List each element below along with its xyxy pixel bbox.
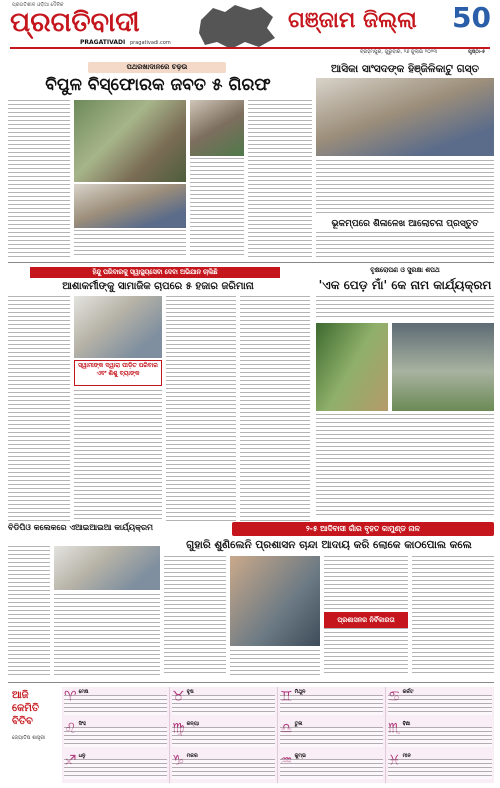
section-divider: [8, 262, 494, 263]
story6-body-col2: [230, 650, 320, 676]
story7-body-col1: [8, 546, 50, 676]
story6-photo: [230, 556, 320, 646]
section-title: ଗଞ୍ଜାମ ଜିଲ୍ଲା: [288, 8, 417, 33]
story1-body-col4: [248, 100, 312, 257]
sign-name: କନ୍ୟା: [186, 721, 199, 727]
story6-kicker: ୨-୫ ଆଦିବାସୀ ଗାଁର ବୃହତ କାମୁଣ୍ଡ ନାଳ: [232, 522, 494, 536]
story6-body-col1: [164, 556, 226, 676]
story3-body: [316, 232, 494, 258]
story1-body-col1: [8, 100, 70, 257]
anniversary-logo: 50: [452, 1, 491, 34]
horoscope-sign: [386, 687, 494, 719]
horoscope-sign: [386, 719, 494, 751]
date-line: ବ୍ରହ୍ମପୁର, ଗୁରୁବାର, ୨୬ ଜୁଲାଇ ୨୦୨୩: [360, 49, 438, 55]
masthead: [0, 0, 500, 56]
horoscope-sign: [62, 687, 170, 719]
story7-photo: [54, 546, 160, 590]
horoscope-sign: [170, 719, 278, 751]
masthead-logo-en: PRAGATIVADI: [80, 39, 126, 46]
horoscope-byline: ଜ୍ୟୋତିଷ ଶାସ୍ତ୍ରୀ: [12, 735, 46, 741]
sign-name: ମିଥୁନ: [294, 689, 306, 695]
story5-photo1: [316, 323, 388, 411]
story1-photo2: [74, 184, 186, 228]
sign-name: କୁମ୍ଭ: [294, 753, 306, 759]
story4-box: ସ୍ୱାମୀଙ୍କ ଦ୍ୱାରା ପୀଡ଼ିତ ପରିବାର ଏବଂ ଶିଶୁ ବ୍ୟାଙ୍କ: [74, 360, 162, 386]
story7-headline: ବିଡିପିଓ କଲେକରେ ଏଆଇଆଇଆ କାର୍ଯ୍ୟକ୍ରମ: [8, 523, 154, 532]
horoscope-sign: [278, 751, 386, 783]
horoscope-title: ଆଜି କେମିତି ବିତିବ: [12, 690, 40, 727]
sign-name: ଧନୁ: [78, 753, 86, 759]
story5-kicker-visible: ବୃକ୍ଷରୋପଣ ଓ ସୁରକ୍ଷା ଶପଥ: [370, 266, 440, 274]
sign-name: ତୁଳା: [294, 721, 303, 727]
story3-headline: ଭୂକମ୍ପରେ ଶିଳାଳେଖ ଆଲୋଚନା ପ୍ରସ୍ତୁତ: [331, 219, 479, 229]
sign-name: ବୃଷ: [186, 689, 194, 695]
horoscope-sign: [62, 719, 170, 751]
story6-box: ପ୍ରଶାସନର ନିର୍ବିକାରତା: [324, 612, 408, 628]
ganjam-map-icon: [195, 2, 279, 52]
story6-headline: ଗୁହାରି ଶୁଣିଲେନି ପ୍ରଶାସନ ଚାନ୍ଦା ଆଦାୟ କରି ଲୋକେ କାଠପୋଲ କଲେ: [186, 539, 472, 551]
masthead-logo: ପ୍ରଗତିବାଦୀ: [10, 7, 140, 38]
story2-photo: [316, 78, 494, 156]
horoscope-sign: [278, 687, 386, 719]
sign-name: ମକର: [186, 753, 198, 759]
horoscope-sign: [170, 751, 278, 783]
story4-body-col2: [74, 390, 162, 522]
story1-kicker: ପଥରଖାଦାନରେ ଚଢ଼ଉ: [88, 62, 226, 73]
sign-name: କର୍କଟ: [402, 689, 414, 695]
story6-body-col4: [412, 556, 494, 676]
sign-name: ସିଂହ: [78, 721, 87, 727]
horoscope-strip: [8, 682, 494, 784]
story4-kicker: ହିନ୍ଦୁ ପରିବାରକୁ ସ୍ୱାସ୍ଥ୍ୟସେବା ଦେବା ଅଭିଯାନ ଚାଲିଛି: [30, 267, 280, 278]
page-number: ପୃଷ୍ଠା-୫: [468, 49, 486, 55]
horoscope-sign: [170, 687, 278, 719]
story5-headline: 'ଏକ ପେଡ଼ ମାଁ' କେ ନାମ କାର୍ଯ୍ୟକ୍ରମ: [318, 278, 492, 292]
sign-name: ବିଛା: [402, 721, 411, 727]
story5-body: [316, 414, 494, 516]
masthead-website: pragativadi.com: [130, 40, 171, 46]
story5-body-top: [316, 296, 494, 320]
story2-body: [316, 160, 494, 216]
horoscope-sign: [62, 751, 170, 783]
story1-body-col3: [190, 158, 244, 257]
horoscope-grid: [62, 687, 494, 783]
sign-name: ମେଷ: [78, 689, 89, 695]
story2-headline: ଆସିକା ସାଂସଦଙ୍କ ହିଞ୍ଜିଳିକାଟୁ ଗସ୍ତ: [331, 63, 479, 75]
sign-name: ମୀନ: [402, 753, 411, 759]
story5-photo2: [392, 323, 494, 411]
story1-headline: ବିପୁଳ ବିସ୍ଫୋରକ ଜବତ ୫ ଗିରଫ: [45, 75, 271, 95]
story4-body-col4: [240, 296, 310, 522]
story4-body-col1: [8, 296, 70, 522]
story4-headline: ଆଶାକର୍ମୀଙ୍କୁ ସାମାଜିକ ଚାପରେ ୫ ହଜାର ଜରିମାନା: [62, 281, 254, 292]
story1-photo3: [190, 100, 244, 156]
masthead-tagline: ପ୍ରଗତିଶୀଳ ଓଡ଼ିଆ ଦୈନିକ: [12, 2, 64, 8]
horoscope-sign: [386, 751, 494, 783]
story1-photo: [74, 100, 186, 182]
story4-body-col3: [166, 296, 236, 522]
story7-body-col2: [54, 594, 160, 676]
story1-body-col2: [74, 230, 186, 257]
horoscope-sign: [278, 719, 386, 751]
story4-photo: [74, 296, 162, 358]
